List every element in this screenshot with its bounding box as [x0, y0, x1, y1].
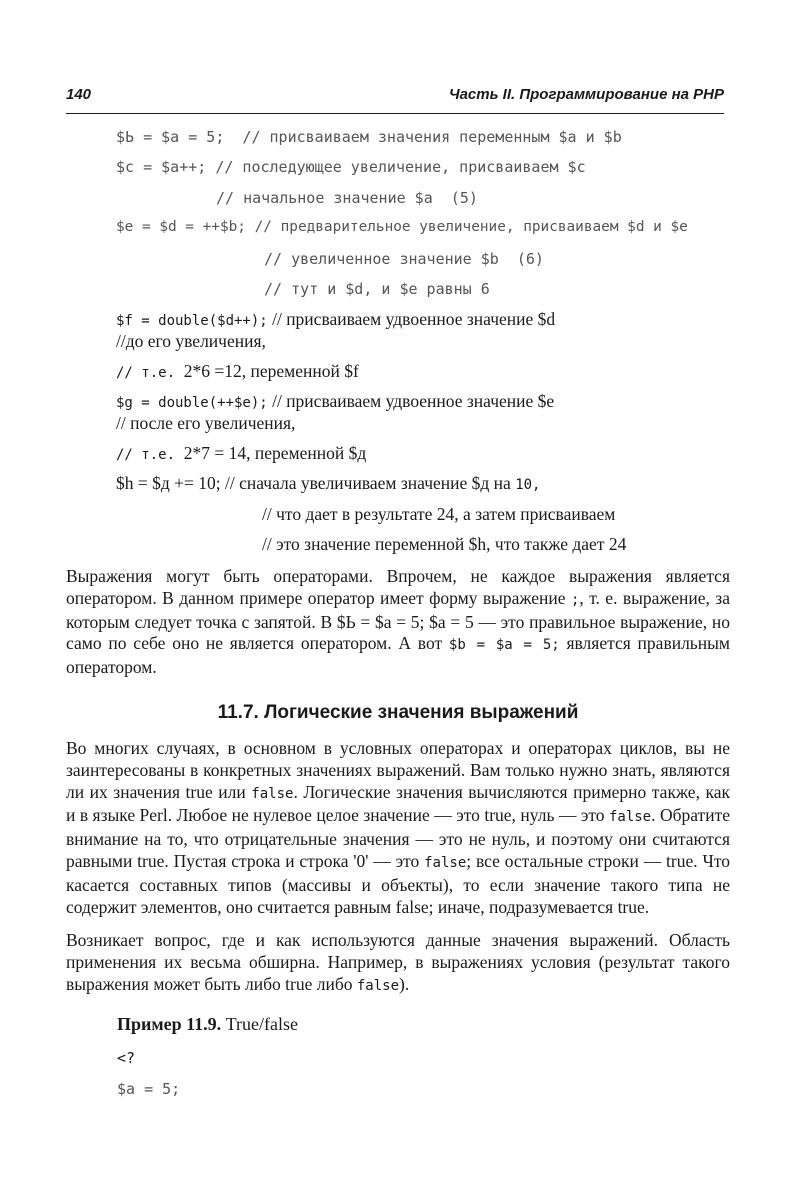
running-title: Часть II. Программирование на PHP	[448, 86, 724, 103]
code-line	[116, 361, 359, 382]
text-run: . Логические значения вычисляются примерно также, как и в языке Perl. Любое не нулевое целое значение — это true, нуль — это	[66, 781, 730, 826]
section-heading: 11.7. Логические значения выражений	[217, 702, 579, 723]
text-run: Выражения могут быть операторами. Впрочем, не каждое выражения является оператором. В данном примере оператор имеет форму выражение	[66, 566, 730, 608]
inline-code: false	[251, 785, 294, 802]
code-comment: // присваиваем удвоенное значение $e	[267, 391, 555, 411]
code-comment: // сначала увеличиваем значение $д на	[220, 473, 516, 493]
code-line: $e = $d = ++$b; // предварительное увеличение, присваиваем $d и $e	[116, 219, 688, 235]
code-line	[116, 391, 554, 412]
example-title: True/false	[221, 1014, 298, 1034]
code-fragment: 10,	[515, 477, 541, 493]
example-caption	[117, 1014, 298, 1035]
code-line: // после его увеличения,	[116, 413, 296, 433]
code-comment: 2*6 =12, переменной $f	[175, 361, 359, 381]
body-paragraph	[66, 566, 730, 679]
code-line	[116, 443, 366, 464]
inline-code: false	[608, 809, 652, 826]
example-label: Пример 11.9.	[117, 1014, 222, 1034]
code-line	[116, 309, 555, 330]
code-line	[116, 473, 540, 494]
code-line: // это значение переменной $h, что также дает 24	[262, 534, 627, 554]
code-line: <?	[117, 1049, 136, 1067]
header-divider	[66, 113, 724, 114]
inline-code: $b = $a = 5;	[448, 637, 560, 654]
body-paragraph	[66, 738, 730, 918]
code-line: //до его увеличения,	[116, 331, 266, 351]
inline-code: false	[424, 854, 467, 871]
code-line: $c = $a++; // последующее увеличение, присваиваем $c	[116, 158, 586, 176]
text-run: является правильным оператором.	[66, 633, 730, 678]
code-fragment: // т.е.	[116, 447, 176, 463]
code-fragment: $f = double($d++);	[116, 313, 268, 329]
inline-code: false	[356, 977, 400, 994]
paragraph-text	[66, 738, 730, 918]
text-run: ).	[399, 973, 410, 994]
page-number: 140	[66, 86, 92, 103]
code-fragment: $g = double(++$e);	[116, 395, 268, 411]
paragraph-text	[66, 930, 730, 997]
code-line: // увеличенное значение $b (6)	[264, 250, 544, 268]
paragraph-text	[66, 566, 730, 679]
text-run: . Обратите внимание на то, что отрицательные значения — это не нуль, и поэтому они считаются равными true. Пустая строка и строка '0' — это	[66, 805, 730, 871]
text-run: Во многих случаях, в основном в условных операторах и операторах циклов, вы не заинтересованы в конкретных значениях выражений. Вам только нужно знать, являются ли их значения true или	[66, 738, 730, 802]
code-line: $Ь = $a = 5; // присваиваем значения переменным $a и $b	[116, 128, 622, 146]
body-paragraph	[66, 930, 730, 997]
inline-code: ;	[570, 591, 580, 608]
code-line: $a = 5;	[117, 1080, 181, 1098]
code-fragment: $h = $д += 10;	[116, 473, 221, 493]
code-comment: // присваиваем удвоенное значение $d	[267, 309, 556, 329]
text-run: Возникает вопрос, где и как используются данные значения выражений. Область применения их весьма обширна. Например, в выражениях условия (результат такого выражения может быть либо true либо	[66, 930, 730, 994]
text-run: , т. е. выражение, за которым следует точка с запятой. В $Ь = $a = 5; $a = 5 — это правильное выражение, но само по себе оно не является оператором. А вот	[66, 587, 730, 654]
code-line: // тут и $d, и $e равны 6	[264, 280, 490, 298]
page-header	[66, 86, 724, 103]
code-comment: 2*7 = 14, переменной $д	[175, 443, 367, 463]
text-run: ; все остальные строки — true. Что касается составных типов (массивы и объекты), то если значение такого типа не содержит элементов, оно считается равным false; иначе, подразумевается true.	[66, 850, 731, 917]
code-line: // что дает в результате 24, а затем присваиваем	[262, 504, 616, 524]
code-line: // начальное значение $a (5)	[216, 189, 478, 207]
code-fragment: // т.е.	[116, 365, 176, 381]
